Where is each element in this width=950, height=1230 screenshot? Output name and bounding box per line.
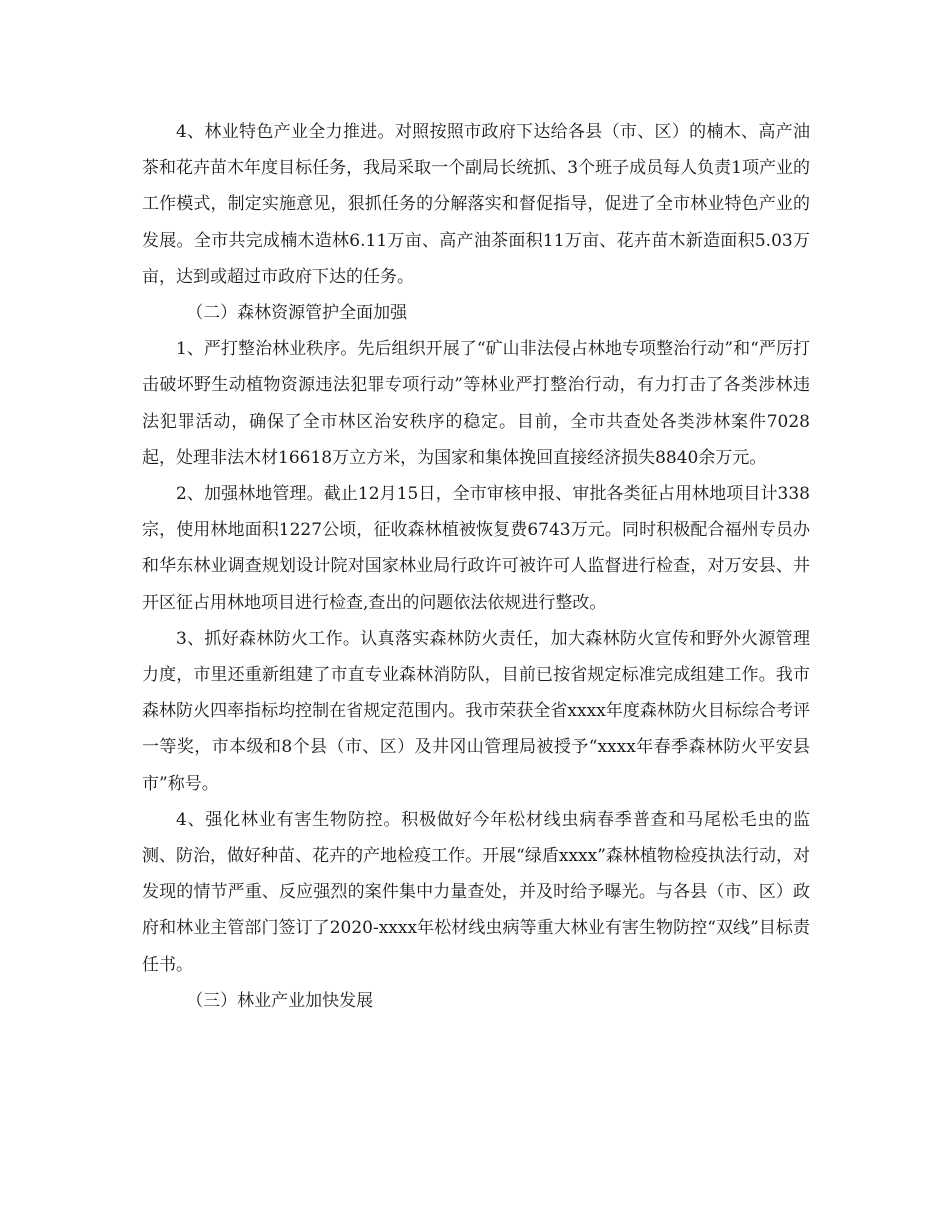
paragraph-pest-control: 4、强化林业有害生物防控。积极做好今年松材线虫病春季普查和马尾松毛虫的监测、防治，做好种苗、花卉的产地检疫工作。开展“绿盾xxxx”森林植物检疫执法行动，对发现的情节严重、反应强烈的案件集中力量查处，并及时给予曝光。与各县（市、区）政府和林业主管部门签订了2020-xxxx年松材线虫病等重大林业有害生物防控“双线”目标责任书。	[142, 809, 810, 975]
paragraph-forest-fire-prevention: 3、抓好森林防火工作。认真落实森林防火责任，加大森林防火宣传和野外火源管理力度，市里还重新组建了市直专业森林消防队，目前已按省规定标准完成组建工作。我市森林防火四率指标均控制在省规定范围内。我市荣获全省xxxx年度森林防火目标综合考评一等奖，市本级和8个县（市、区）及井冈山管理局被授予“xxxx年春季森林防火平安县市”称号。	[142, 628, 810, 794]
paragraph-forestry-specialty-industry: 4、林业特色产业全力推进。对照按照市政府下达给各县（市、区）的楠木、高产油茶和花卉苗木年度目标任务，我局采取一个副局长统抓、3个班子成员每人负责1项产业的工作模式，制定实施意见，狠抓任务的分解落实和督促指导，促进了全市林业特色产业的发展。全市共完成楠木造林6.11万亩、高产油茶面积11万亩、花卉苗木新造面积5.03万亩，达到或超过市政府下达的任务。	[142, 122, 810, 287]
document-body	[142, 114, 810, 1019]
section-heading-forestry-industry: （三）林业产业加快发展	[186, 990, 374, 1011]
section-heading-forest-resource-protection: （二）森林资源管护全面加强	[186, 303, 408, 324]
paragraph-crackdown-forestry-order: 1、严打整治林业秩序。先后组织开展了“矿山非法侵占林地专项整治行动”和“严厉打击破坏野生动植物资源违法犯罪专项行动”等林业严打整治行动，有力打击了各类涉林违法犯罪活动，确保了全市林区治安秩序的稳定。目前，全市共查处各类涉林案件7028起，处理非法木材16618万立方米，为国家和集体挽回直接经济损失8840余万元。	[142, 339, 810, 468]
paragraph-forest-land-management: 2、加强林地管理。截止12月15日，全市审核申报、审批各类征占用林地项目计338宗，使用林地面积1227公顷，征收森林植被恢复费6743万元。同时积极配合福州专员办和华东林业调查规划设计院对国家林业局行政许可被许可人监督进行检查，对万安县、井开区征占用林地项目进行检查,查出的问题依法依规进行整改。	[142, 484, 810, 613]
